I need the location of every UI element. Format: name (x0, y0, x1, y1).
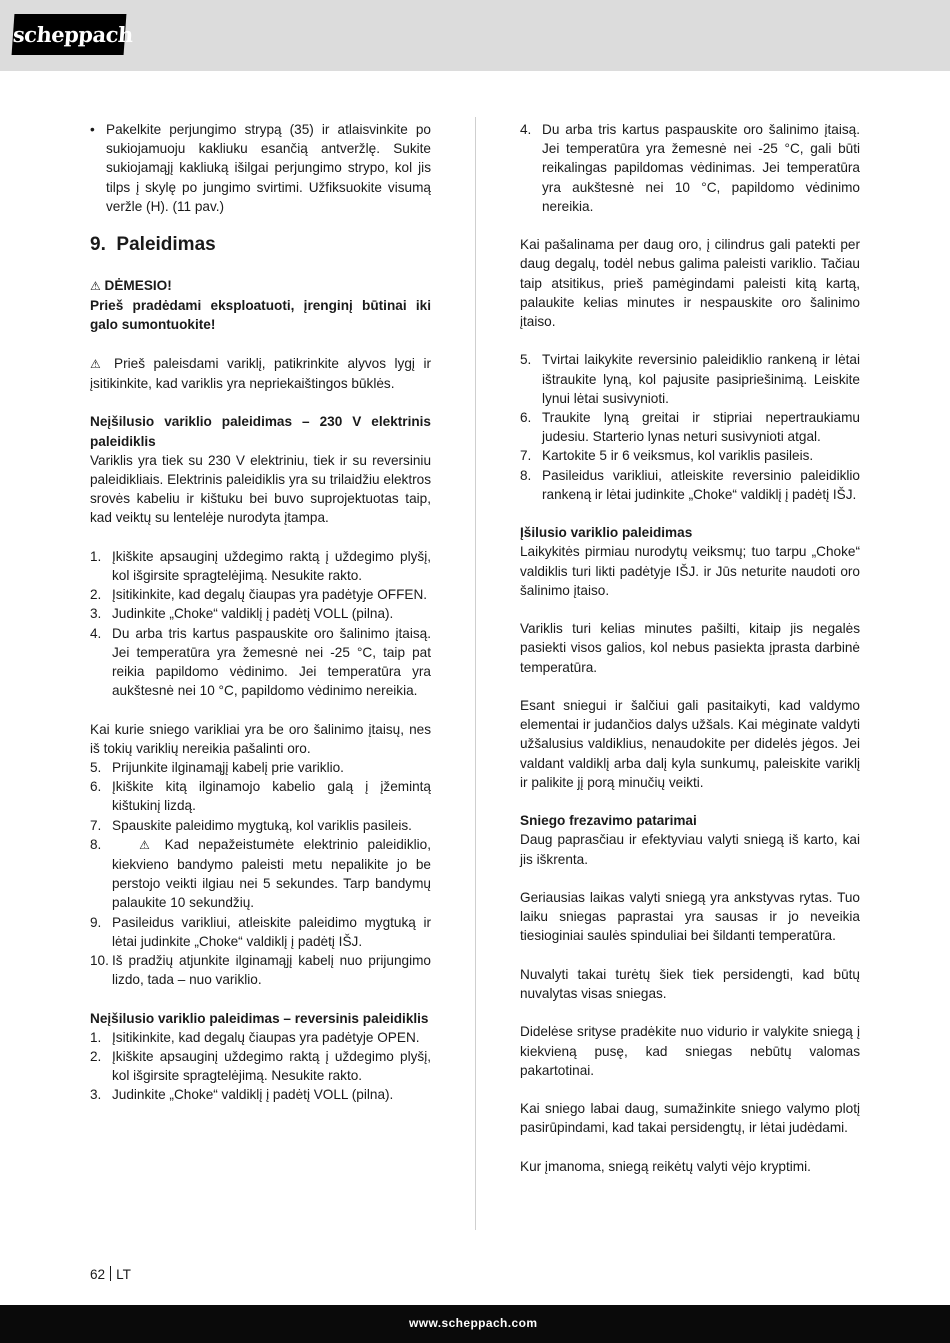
attention-label: ⚠ DĖMESIO! (90, 278, 172, 294)
cold-electric-text: Variklis yra tiek su 230 V elektriniu, tiek ir su reversiniu paleidikliais. Elektrinis paleidiklis yra su trilaidžiu elektros srovės kabeliu ir kištuku bei buvo suprojektuotas taip, kad veiktų su lentelėje nurodyta įtampa. (90, 452, 431, 526)
steps-list-d (520, 350, 860, 504)
warm-text: Laikykitės pirmiau nurodytų veiksmų; tuo tarpu „Choke“ valdiklis turi likti padėtyje IŠJ. ir Jūs neturite naudoti oro šalinimo įtaiso. (520, 544, 860, 598)
section-heading: 9. Paleidimas (90, 234, 216, 256)
header-bar (0, 0, 950, 71)
column-divider (475, 117, 476, 1230)
tip-paragraph: Daug paprasčiau ir efektyviau valyti sniegą iš karto, kai jis iškrenta. (520, 832, 860, 867)
tip-paragraph: Geriausias laikas valyti sniegą yra ankstyvas rytas. Tuo laiku sniegas paprastai yra sausas ir jo neveikia tiesioginiai saulės spinduliai bei šildanti temperatūra. (520, 890, 860, 944)
warning-icon: ⚠ (112, 837, 165, 852)
list-item: 7. Kartokite 5 ir 6 veiksmus, kol variklis pasileis. (520, 448, 814, 464)
cold-recoil-heading: Neįšilusio variklio paleidimas – reversinis paleidiklis (90, 1010, 429, 1026)
tip-paragraph: Nuvalyti takai turėtų šiek tiek persidengti, kad būtų nuvalytas visas sniegas. (520, 966, 860, 1002)
brand-logo: scheppach (12, 14, 127, 55)
list-item: 6. Traukite lyną greitai ir stipriai nepertraukiamu judesiu. Starterio lynas neturi susivynioti atgal. (520, 410, 860, 445)
tip-paragraph: Kur įmanoma, sniegą reikėtų valyti vėjo kryptimi. (520, 1158, 811, 1174)
list-item: 10. Iš pradžių atjunkite ilginamąjį kabelį nuo prijungimo lizdo, tada – nuo variklio. (90, 953, 431, 988)
check-text: ⚠ Prieš paleisdami variklį, patikrinkite alyvos lygį ir įsitikinkite, kad variklis yra nepriekaištingos būklės. (90, 355, 431, 392)
steps-list-c (90, 1028, 431, 1105)
list-item: 8. Pasileidus varikliui, atleiskite reversinio paleidiklio rankeną ir lėtai judinkite „Choke“ valdiklį į padėtį IŠJ. (520, 467, 860, 502)
list-item: 1. Įkiškite apsauginį uždegimo raktą į uždegimo plyšį, kol išgirsite spragtelėjimą. Nesukite rakto. (90, 548, 431, 584)
cold-electric-heading: Neįšilusio variklio paleidimas – 230 V elektrinis paleidiklis (90, 414, 431, 449)
left-column (90, 120, 431, 1105)
warning-icon: ⚠ (90, 356, 106, 371)
page-number: 62 LT (90, 1267, 131, 1282)
list-item: 5. Tvirtai laikykite reversinio paleidiklio rankeną ir lėtai ištraukite lyną, kol pajusite pasipriešinimą. Leiskite lynui lėtai susivynioti. (520, 352, 860, 406)
footer-url: www.scheppach.com (409, 1316, 538, 1330)
tip-paragraph: Kai sniego labai daug, sumažinkite sniego valymo plotį pasirūpindami, kad takai persidengtų, ir lėtai judėdami. (520, 1101, 860, 1136)
list-item: 8. ⚠ Kad nepažeistumėte elektrinio paleidiklio, kiekvieno bandymo paleisti metu nepalikite jo be perstojo veikti ilgiau nei 5 sekundes. Tarp bandymų palaukite 10 sekundžių. (90, 836, 432, 911)
warning-icon: ⚠ (90, 279, 101, 294)
list-item: 7. Spauskite paleidimo mygtuką, kol variklis pasileis. (90, 817, 412, 833)
intro-bullet: • Pakelkite perjungimo strypą (35) ir atlaisvinkite po sukiojamuoju kakliuku esančią antveržlę. Sukite sukiojamąjį kakliuką išilgai perjungimo strypo, kol jis tilps į skylę po jungimo svirtimi. Užfiksuokite visumą veržle (H). (11 pav.) (90, 122, 431, 214)
steps-list-a (90, 547, 431, 701)
attention-text: Prieš pradėdami eksploatuoti, įrenginį būtinai iki galo sumontuokite! (90, 298, 431, 333)
freeze-text: Esant sniegui ir šalčiui gali pasitaikyti, kad valdymo elementai ir judančios dalys užšals. Kai mėginate valdyti užšalusius valdiklius, nenaudokite per didelės jėgos. Jei valdant valdiklį arba dalį kyla sunkumų, paleiskite variklį ir palikite jį porą minučių veikti. (520, 698, 860, 790)
list-item: 9. Pasileidus varikliui, atleiskite paleidimo mygtuką ir lėtai judinkite „Choke“ valdiklį į padėtį IŠJ. (90, 914, 431, 949)
no-primer-text: Kai kurie sniego varikliai yra be oro šalinimo įtaisų, nes iš tokių variklių nereikia pašalinti oro. (90, 721, 431, 756)
tips-list (520, 830, 860, 1176)
list-item: 3. Judinkite „Choke“ valdiklį į padėtį VOLL (pilna). (90, 606, 394, 622)
tip-paragraph: Didelėse srityse pradėkite nuo vidurio ir valykite sniegą į kiekvieną pusę, kad sniegas nebūtų valomas pakartotinai. (520, 1024, 860, 1078)
warm-heading: Įšilusio variklio paleidimas (520, 525, 693, 541)
list-item: 3. Judinkite „Choke“ valdiklį į padėtį VOLL (pilna). (90, 1087, 394, 1103)
list-item: 1. Įsitikinkite, kad degalų čiaupas yra padėtyje OPEN. (90, 1029, 420, 1045)
list-item: 2. Įkiškite apsauginį uždegimo raktą į uždegimo plyšį, kol išgirsite spragtelėjimą. Nesukite rakto. (90, 1049, 431, 1084)
list-item: 4. Du arba tris kartus paspauskite oro šalinimo įtaisą. Jei temperatūra yra žemesnė nei -25 °C, gali būti reikalingas papildomas vėdinimas. Jei temperatūra yra aukštesnė nei 10 °C, papildomo vėdinimo nereikia. (520, 122, 860, 214)
list-item: 2. Įsitikinkite, kad degalų čiaupas yra padėtyje OFFEN. (90, 587, 428, 603)
flood-text: Kai pašalinama per daug oro, į cilindrus gali patekti per daug degalų, todėl nebus galima paleisti variklio. Tačiau taip atsitikus, prieš pamėgindami paleisti kitą kartą, palaukite kelias minutes ir nespauskite oro šalinimo įtaiso. (520, 237, 860, 330)
right-column (520, 120, 860, 1176)
run-text: Variklis turi kelias minutes pašilti, kitaip jis negalės pasiekti visos galios, kol nebus pasiekta įprasta darbinė temperatūra. (520, 621, 860, 675)
list-item: 6. Įkiškite kitą ilginamojo kabelio galą į įžemintą kištukinį lizdą. (90, 779, 431, 814)
list-item: 5. Prijunkite ilginamąjį kabelį prie variklio. (90, 760, 344, 776)
tips-heading: Sniego frezavimo patarimai (520, 813, 697, 829)
steps-list-b (90, 758, 431, 989)
list-item: 4. Du arba tris kartus paspauskite oro šalinimo įtaisą. Jei temperatūra yra žemesnė nei -25 °C, taip pat reikia papildomo vėdinimo. Jei temperatūra yra aukštesnė nei 10 °C, papildomo vėdinimo nereikia. (90, 625, 431, 699)
